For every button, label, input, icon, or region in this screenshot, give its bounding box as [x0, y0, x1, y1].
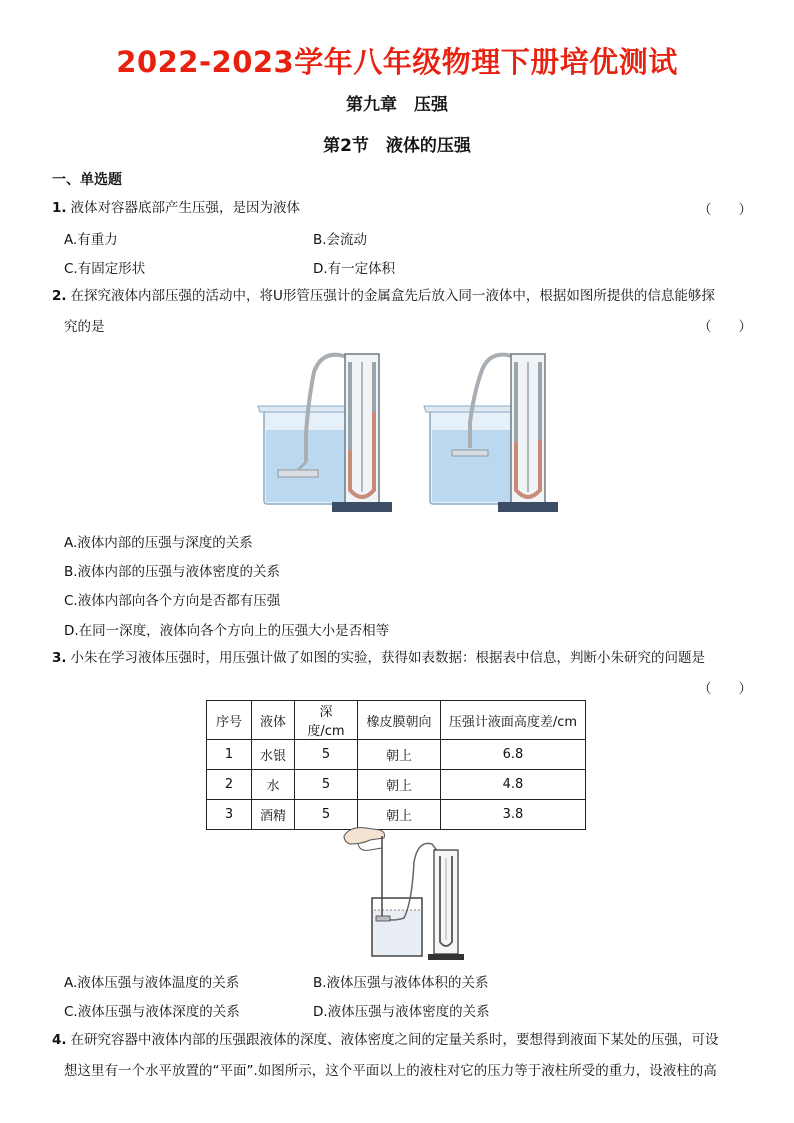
option-c: C.液体内部向各个方向是否都有压强 [64, 593, 281, 609]
option-a: A.有重力 [64, 232, 118, 248]
option-d: D.液体压强与液体密度的关系 [313, 1004, 490, 1020]
answer-blank: （ ） [698, 319, 752, 335]
answer-blank: （ ） [698, 202, 752, 218]
table-cell: 酒精 [252, 800, 295, 830]
table-header: 压强计液面高度差/cm [441, 701, 586, 740]
question-stem-continued: 究的是 [64, 319, 105, 335]
option-c: C.液体压强与液体深度的关系 [64, 1004, 240, 1020]
question-stem: 液体对容器底部产生压强，是因为液体 [70, 200, 301, 216]
table-header: 序号 [207, 701, 252, 740]
option-d: D.有一定体积 [313, 261, 396, 277]
table-cell: 水银 [252, 740, 295, 770]
table-header: 深度/cm [295, 701, 358, 740]
pressure-gauge-figure [340, 822, 470, 962]
table-header-row [207, 701, 586, 740]
question-number: 1. [52, 200, 67, 216]
table-cell: 3.8 [441, 800, 586, 830]
question-stem: 小朱在学习液体压强时，用压强计做了如图的实验，获得如表数据：根据表中信息，判断小朱研究的问题是 [70, 650, 706, 666]
option-d: D.在同一深度，液体向各个方向上的压强大小是否相等 [64, 623, 390, 639]
manometer-setup-right [424, 354, 558, 512]
table-cell: 1 [207, 740, 252, 770]
table-cell: 5 [295, 740, 358, 770]
table-cell: 朝上 [358, 740, 441, 770]
chapter-heading: 第九章 压强 [346, 95, 448, 115]
table-header: 液体 [252, 701, 295, 740]
table-cell: 5 [295, 770, 358, 800]
option-a: A.液体内部的压强与深度的关系 [64, 535, 253, 551]
table-header: 橡皮膜朝向 [358, 701, 441, 740]
part-heading: 一、单选题 [52, 172, 122, 188]
option-b: B.液体内部的压强与液体密度的关系 [64, 564, 281, 580]
manometer-setup-left [258, 354, 392, 512]
manometer-figure [250, 342, 570, 517]
option-c: C.有固定形状 [64, 261, 146, 277]
question-number: 4. [52, 1032, 67, 1048]
question-stem-continued: 想这里有一个水平放置的“平面”.如图所示，这个平面以上的液柱对它的压力等于液柱所受的重力，设液柱的高 [64, 1063, 717, 1079]
question-stem: 在研究容器中液体内部的压强跟液体的深度、液体密度之间的定量关系时，要想得到液面下某处的压强，可设 [70, 1032, 719, 1048]
question-stem: 在探究液体内部压强的活动中，将U形管压强计的金属盒先后放入同一液体中，根据如图所提供的信息能够探 [70, 288, 715, 304]
table-cell: 5 [295, 800, 358, 830]
table-row [207, 740, 586, 770]
table-cell: 2 [207, 770, 252, 800]
question-number: 3. [52, 650, 67, 666]
hand-icon [344, 828, 385, 851]
question-4 [52, 1030, 719, 1050]
question-3 [52, 648, 705, 668]
option-b: B.会流动 [313, 232, 368, 248]
table-cell: 朝上 [358, 770, 441, 800]
table-cell: 6.8 [441, 740, 586, 770]
option-b: B.液体压强与液体体积的关系 [313, 975, 489, 991]
section-heading: 第2节 液体的压强 [323, 136, 471, 156]
question-2 [52, 286, 715, 306]
option-a: A.液体压强与液体温度的关系 [64, 975, 240, 991]
question-1 [52, 198, 300, 218]
document-title: 2022-2023学年八年级物理下册培优测试 [116, 45, 678, 79]
table-cell: 朝上 [358, 800, 441, 830]
data-table [206, 700, 586, 830]
table-cell: 3 [207, 800, 252, 830]
question-number: 2. [52, 288, 67, 304]
answer-blank: （ ） [698, 681, 752, 697]
table-cell: 水 [252, 770, 295, 800]
table-cell: 4.8 [441, 770, 586, 800]
table-row [207, 770, 586, 800]
